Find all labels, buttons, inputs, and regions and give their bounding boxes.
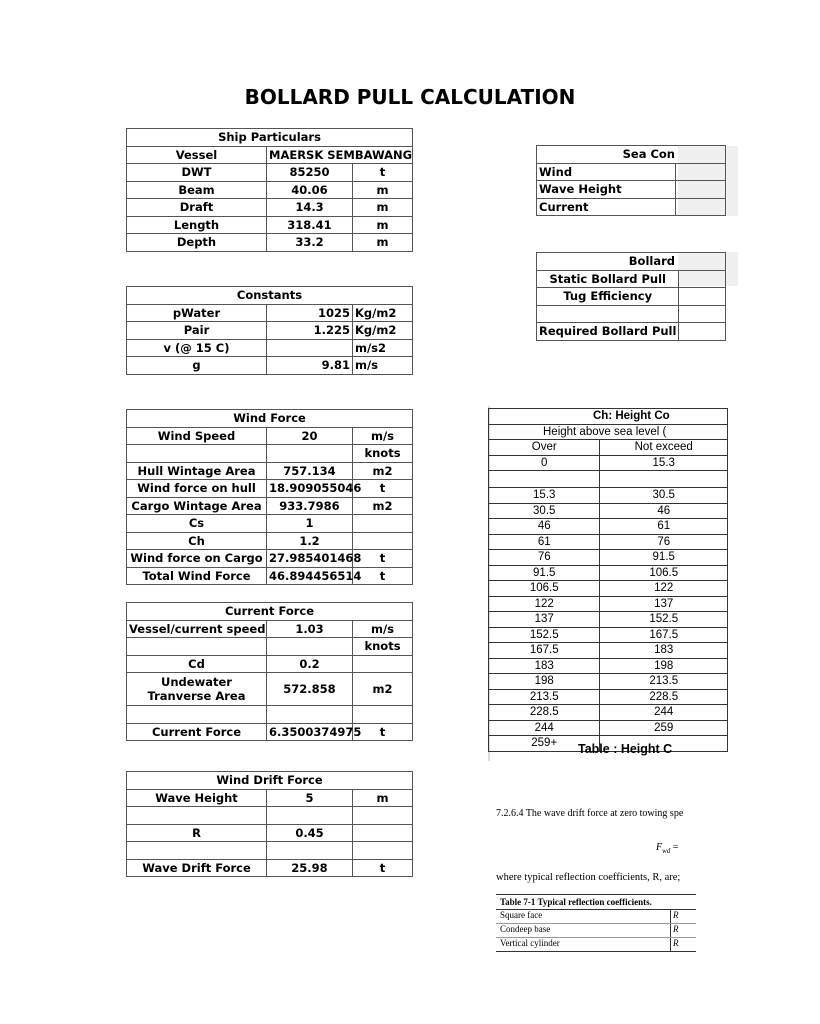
row-unit <box>353 824 413 842</box>
height-cell: 259 <box>600 720 728 736</box>
row-label: Total Wind Force <box>127 567 267 585</box>
row-unit: Kg/m2 <box>353 304 413 322</box>
row-value: 933.7986 <box>267 497 353 515</box>
row-label: Current Force <box>127 723 267 741</box>
row-unit <box>353 532 413 550</box>
row-value: 5 <box>267 789 353 807</box>
row-value: 1.2 <box>267 532 353 550</box>
row-unit <box>353 655 413 673</box>
row-label: Vessel <box>127 146 267 164</box>
row-label: Hull Wintage Area <box>127 462 267 480</box>
height-cell: 137 <box>489 612 600 628</box>
row-label: Cargo Wintage Area <box>127 497 267 515</box>
bollard-row-label: Tug Efficiency <box>537 288 679 306</box>
height-cell: 76 <box>489 550 600 566</box>
bollard-row-value <box>679 270 726 288</box>
row-value <box>267 842 353 860</box>
reflection-name: Condeep base <box>496 924 671 937</box>
row-value: 1025 <box>267 304 353 322</box>
row-unit: Kg/m2 <box>353 322 413 340</box>
current-force-header: Current Force <box>127 603 413 621</box>
height-cell: 46 <box>489 519 600 535</box>
row-value <box>267 339 353 357</box>
excerpt-line-2: where typical reflection coefficients, R, are; <box>496 872 681 883</box>
height-cell: 106.5 <box>600 565 728 581</box>
bollard-row-label <box>537 305 679 323</box>
sea-conditions-panel <box>536 145 678 219</box>
row-value <box>267 706 353 724</box>
reflection-r: R <box>673 910 679 920</box>
row-value: 9.81 <box>267 357 353 375</box>
formula <box>656 842 678 855</box>
reflection-r: R <box>673 938 679 948</box>
row-label: Depth <box>127 234 267 252</box>
constants-table <box>126 286 413 375</box>
height-cell: 198 <box>600 658 728 674</box>
row-value: 46.894456514 <box>267 567 353 585</box>
bollard-row-value <box>679 323 726 341</box>
height-table-title: Ch: Height Co <box>489 409 728 425</box>
bollard-row-value <box>679 305 726 323</box>
height-cell: 213.5 <box>600 674 728 690</box>
row-label: Wind force on hull <box>127 480 267 498</box>
row-label: Draft <box>127 199 267 217</box>
row-unit: m2 <box>353 497 413 515</box>
height-cell: 61 <box>489 534 600 550</box>
sea-row-value <box>676 163 726 181</box>
row-unit: m/s <box>353 427 413 445</box>
row-label: Wave Height <box>127 789 267 807</box>
row-value: 572.858 <box>267 673 353 706</box>
height-cell: 198 <box>489 674 600 690</box>
height-cell: 46 <box>600 503 728 519</box>
bollard-row-value <box>679 288 726 306</box>
row-label: Length <box>127 216 267 234</box>
row-unit: t <box>353 164 413 182</box>
reflection-excerpt <box>494 806 684 952</box>
reflection-name: Vertical cylinder <box>496 938 671 951</box>
row-value: 27.985401468 <box>267 550 353 568</box>
height-cell: 0 <box>489 455 600 471</box>
row-value: 1.03 <box>267 620 353 638</box>
height-cell: 152.5 <box>600 612 728 628</box>
row-value: 1.225 <box>267 322 353 340</box>
bollard-row-label: Required Bollard Pull <box>537 323 679 341</box>
row-label: DWT <box>127 164 267 182</box>
reflection-table <box>496 894 696 952</box>
height-cell: 91.5 <box>489 565 600 581</box>
row-unit <box>353 706 413 724</box>
height-cell: 228.5 <box>489 705 600 721</box>
row-unit: m2 <box>353 462 413 480</box>
height-cell: 183 <box>489 658 600 674</box>
row-label: Cd <box>127 655 267 673</box>
sea-row-value <box>676 198 726 216</box>
formula-eq: = <box>672 842 679 853</box>
row-label: Undewater Tranverse Area <box>127 673 267 706</box>
row-label: R <box>127 824 267 842</box>
sea-row-label: Wave Height <box>537 181 676 199</box>
height-cell: 106.5 <box>489 581 600 597</box>
height-cell: 30.5 <box>600 488 728 504</box>
row-unit: m <box>353 181 413 199</box>
row-unit: t <box>353 567 413 585</box>
ship-particulars-table <box>126 128 413 252</box>
height-cell: 213.5 <box>489 689 600 705</box>
row-unit: t <box>353 723 413 741</box>
row-value: 14.3 <box>267 199 353 217</box>
height-cell: 122 <box>600 581 728 597</box>
height-cell: 244 <box>600 705 728 721</box>
formula-symbol: F <box>656 842 663 853</box>
row-label <box>127 807 267 825</box>
height-cell: 30.5 <box>489 503 600 519</box>
row-unit: m/s2 <box>353 339 413 357</box>
row-label: Vessel/current speed <box>127 620 267 638</box>
reflection-table-title: Table 7-1 Typical reflection coefficients. <box>496 895 696 910</box>
row-value: 6.3500374975 <box>267 723 353 741</box>
height-table-subtitle: Height above sea level ( <box>489 424 728 440</box>
row-unit <box>353 807 413 825</box>
row-unit: m2 <box>353 673 413 706</box>
height-cell <box>600 471 728 488</box>
row-label: Wind Speed <box>127 427 267 445</box>
height-cell: 228.5 <box>600 689 728 705</box>
row-label: Wave Drift Force <box>127 859 267 877</box>
row-label <box>127 706 267 724</box>
row-unit: t <box>353 480 413 498</box>
height-table-caption: Table : Height C <box>578 742 673 756</box>
row-unit: m <box>353 199 413 217</box>
row-value: 40.06 <box>267 181 353 199</box>
height-cell: 152.5 <box>489 627 600 643</box>
reflection-row <box>496 938 696 952</box>
height-cell: 61 <box>600 519 728 535</box>
row-label: g <box>127 357 267 375</box>
page-title: BOLLARD PULL CALCULATION <box>244 85 576 109</box>
wind-force-header: Wind Force <box>127 410 413 428</box>
wind-force-table <box>126 409 413 585</box>
row-unit: knots <box>353 445 413 463</box>
bollard-row-label: Static Bollard Pull <box>537 270 679 288</box>
row-value: MAERSK SEMBAWANG <box>267 146 413 164</box>
row-unit: t <box>353 859 413 877</box>
row-label: Pair <box>127 322 267 340</box>
sea-row-value <box>676 181 726 199</box>
height-coefficient-image <box>488 406 693 761</box>
row-unit: m <box>353 216 413 234</box>
row-value: 85250 <box>267 164 353 182</box>
reflection-row <box>496 910 696 924</box>
constants-header: Constants <box>127 287 413 305</box>
height-cell: 183 <box>600 643 728 659</box>
row-unit: knots <box>353 638 413 656</box>
row-label <box>127 638 267 656</box>
height-cell: 167.5 <box>600 627 728 643</box>
height-cell <box>489 471 600 488</box>
current-force-table <box>126 602 413 741</box>
row-label: Wind force on Cargo <box>127 550 267 568</box>
height-cell: 244 <box>489 720 600 736</box>
row-unit <box>353 842 413 860</box>
sea-conditions-header: Sea Con <box>537 146 726 164</box>
row-value: 20 <box>267 427 353 445</box>
row-value: 318.41 <box>267 216 353 234</box>
formula-sub: wd <box>662 847 671 855</box>
wind-drift-header: Wind Drift Force <box>127 772 413 790</box>
height-cell: 122 <box>489 596 600 612</box>
row-value: 1 <box>267 515 353 533</box>
row-value: 0.2 <box>267 655 353 673</box>
height-col-over: Over <box>489 440 600 456</box>
height-cell: 137 <box>600 596 728 612</box>
row-label: Beam <box>127 181 267 199</box>
excerpt-line-1: 7.2.6.4 The wave drift force at zero towing spe <box>496 808 684 819</box>
row-unit: m/s <box>353 620 413 638</box>
row-value <box>267 807 353 825</box>
height-cell: 15.3 <box>600 455 728 471</box>
bollard-header: Bollard <box>537 253 726 271</box>
height-cell: 259+ <box>489 736 600 752</box>
sea-row-label: Current <box>537 198 676 216</box>
row-unit: t <box>353 550 413 568</box>
height-col-not-exceed: Not exceed <box>600 440 728 456</box>
wind-drift-table <box>126 771 413 877</box>
row-value: 757.134 <box>267 462 353 480</box>
row-unit: m/s <box>353 357 413 375</box>
row-label: Cs <box>127 515 267 533</box>
row-value: 18.909055046 <box>267 480 353 498</box>
row-label <box>127 842 267 860</box>
row-value: 25.98 <box>267 859 353 877</box>
row-label: v (@ 15 C) <box>127 339 267 357</box>
row-value <box>267 638 353 656</box>
row-unit: m <box>353 234 413 252</box>
height-cell: 15.3 <box>489 488 600 504</box>
row-value <box>267 445 353 463</box>
row-label <box>127 445 267 463</box>
row-value: 0.45 <box>267 824 353 842</box>
sea-row-label: Wind <box>537 163 676 181</box>
row-value: 33.2 <box>267 234 353 252</box>
row-unit: m <box>353 789 413 807</box>
row-label: Ch <box>127 532 267 550</box>
row-label: pWater <box>127 304 267 322</box>
reflection-name: Square face <box>496 910 671 923</box>
height-cell: 76 <box>600 534 728 550</box>
reflection-row <box>496 924 696 938</box>
row-unit <box>353 515 413 533</box>
height-cell: 167.5 <box>489 643 600 659</box>
ship-particulars-header: Ship Particulars <box>127 129 413 147</box>
height-cell: 91.5 <box>600 550 728 566</box>
bollard-panel <box>536 252 678 340</box>
reflection-r: R <box>673 924 679 934</box>
